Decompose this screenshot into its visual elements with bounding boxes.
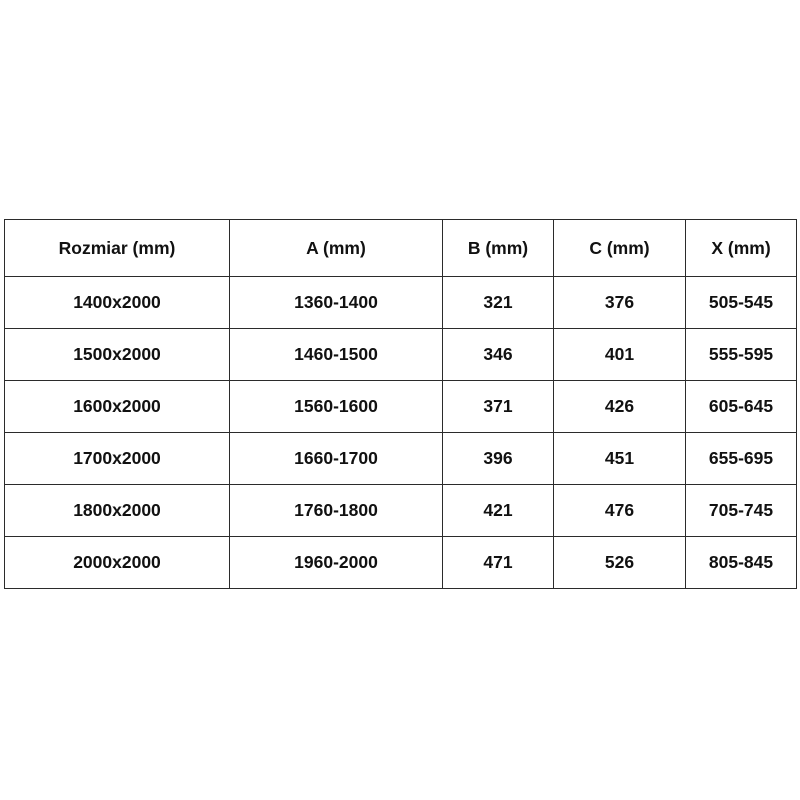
cell-x: 555-595 — [686, 329, 797, 381]
cell-a: 1460-1500 — [230, 329, 443, 381]
cell-rozmiar: 1800x2000 — [5, 485, 230, 537]
cell-rozmiar: 1500x2000 — [5, 329, 230, 381]
cell-x: 805-845 — [686, 537, 797, 589]
cell-x: 655-695 — [686, 433, 797, 485]
cell-a: 1360-1400 — [230, 277, 443, 329]
cell-c: 401 — [554, 329, 686, 381]
cell-b: 421 — [443, 485, 554, 537]
cell-a: 1560-1600 — [230, 381, 443, 433]
cell-c: 426 — [554, 381, 686, 433]
cell-c: 451 — [554, 433, 686, 485]
cell-rozmiar: 1600x2000 — [5, 381, 230, 433]
table-row — [5, 537, 797, 589]
cell-x: 505-545 — [686, 277, 797, 329]
cell-b: 321 — [443, 277, 554, 329]
cell-b: 471 — [443, 537, 554, 589]
cell-x: 605-645 — [686, 381, 797, 433]
cell-c: 526 — [554, 537, 686, 589]
specification-table-container — [4, 219, 796, 589]
column-header-a: A (mm) — [230, 220, 443, 277]
table-row — [5, 381, 797, 433]
cell-rozmiar: 1400x2000 — [5, 277, 230, 329]
column-header-x: X (mm) — [686, 220, 797, 277]
cell-a: 1960-2000 — [230, 537, 443, 589]
column-header-c: C (mm) — [554, 220, 686, 277]
cell-rozmiar: 2000x2000 — [5, 537, 230, 589]
cell-c: 376 — [554, 277, 686, 329]
column-header-rozmiar: Rozmiar (mm) — [5, 220, 230, 277]
cell-b: 396 — [443, 433, 554, 485]
cell-rozmiar: 1700x2000 — [5, 433, 230, 485]
cell-x: 705-745 — [686, 485, 797, 537]
cell-b: 371 — [443, 381, 554, 433]
specification-table — [4, 219, 797, 589]
cell-b: 346 — [443, 329, 554, 381]
table-row — [5, 433, 797, 485]
table-header-row — [5, 220, 797, 277]
column-header-b: B (mm) — [443, 220, 554, 277]
cell-a: 1660-1700 — [230, 433, 443, 485]
table-row — [5, 329, 797, 381]
table-row — [5, 485, 797, 537]
table-row — [5, 277, 797, 329]
cell-c: 476 — [554, 485, 686, 537]
cell-a: 1760-1800 — [230, 485, 443, 537]
